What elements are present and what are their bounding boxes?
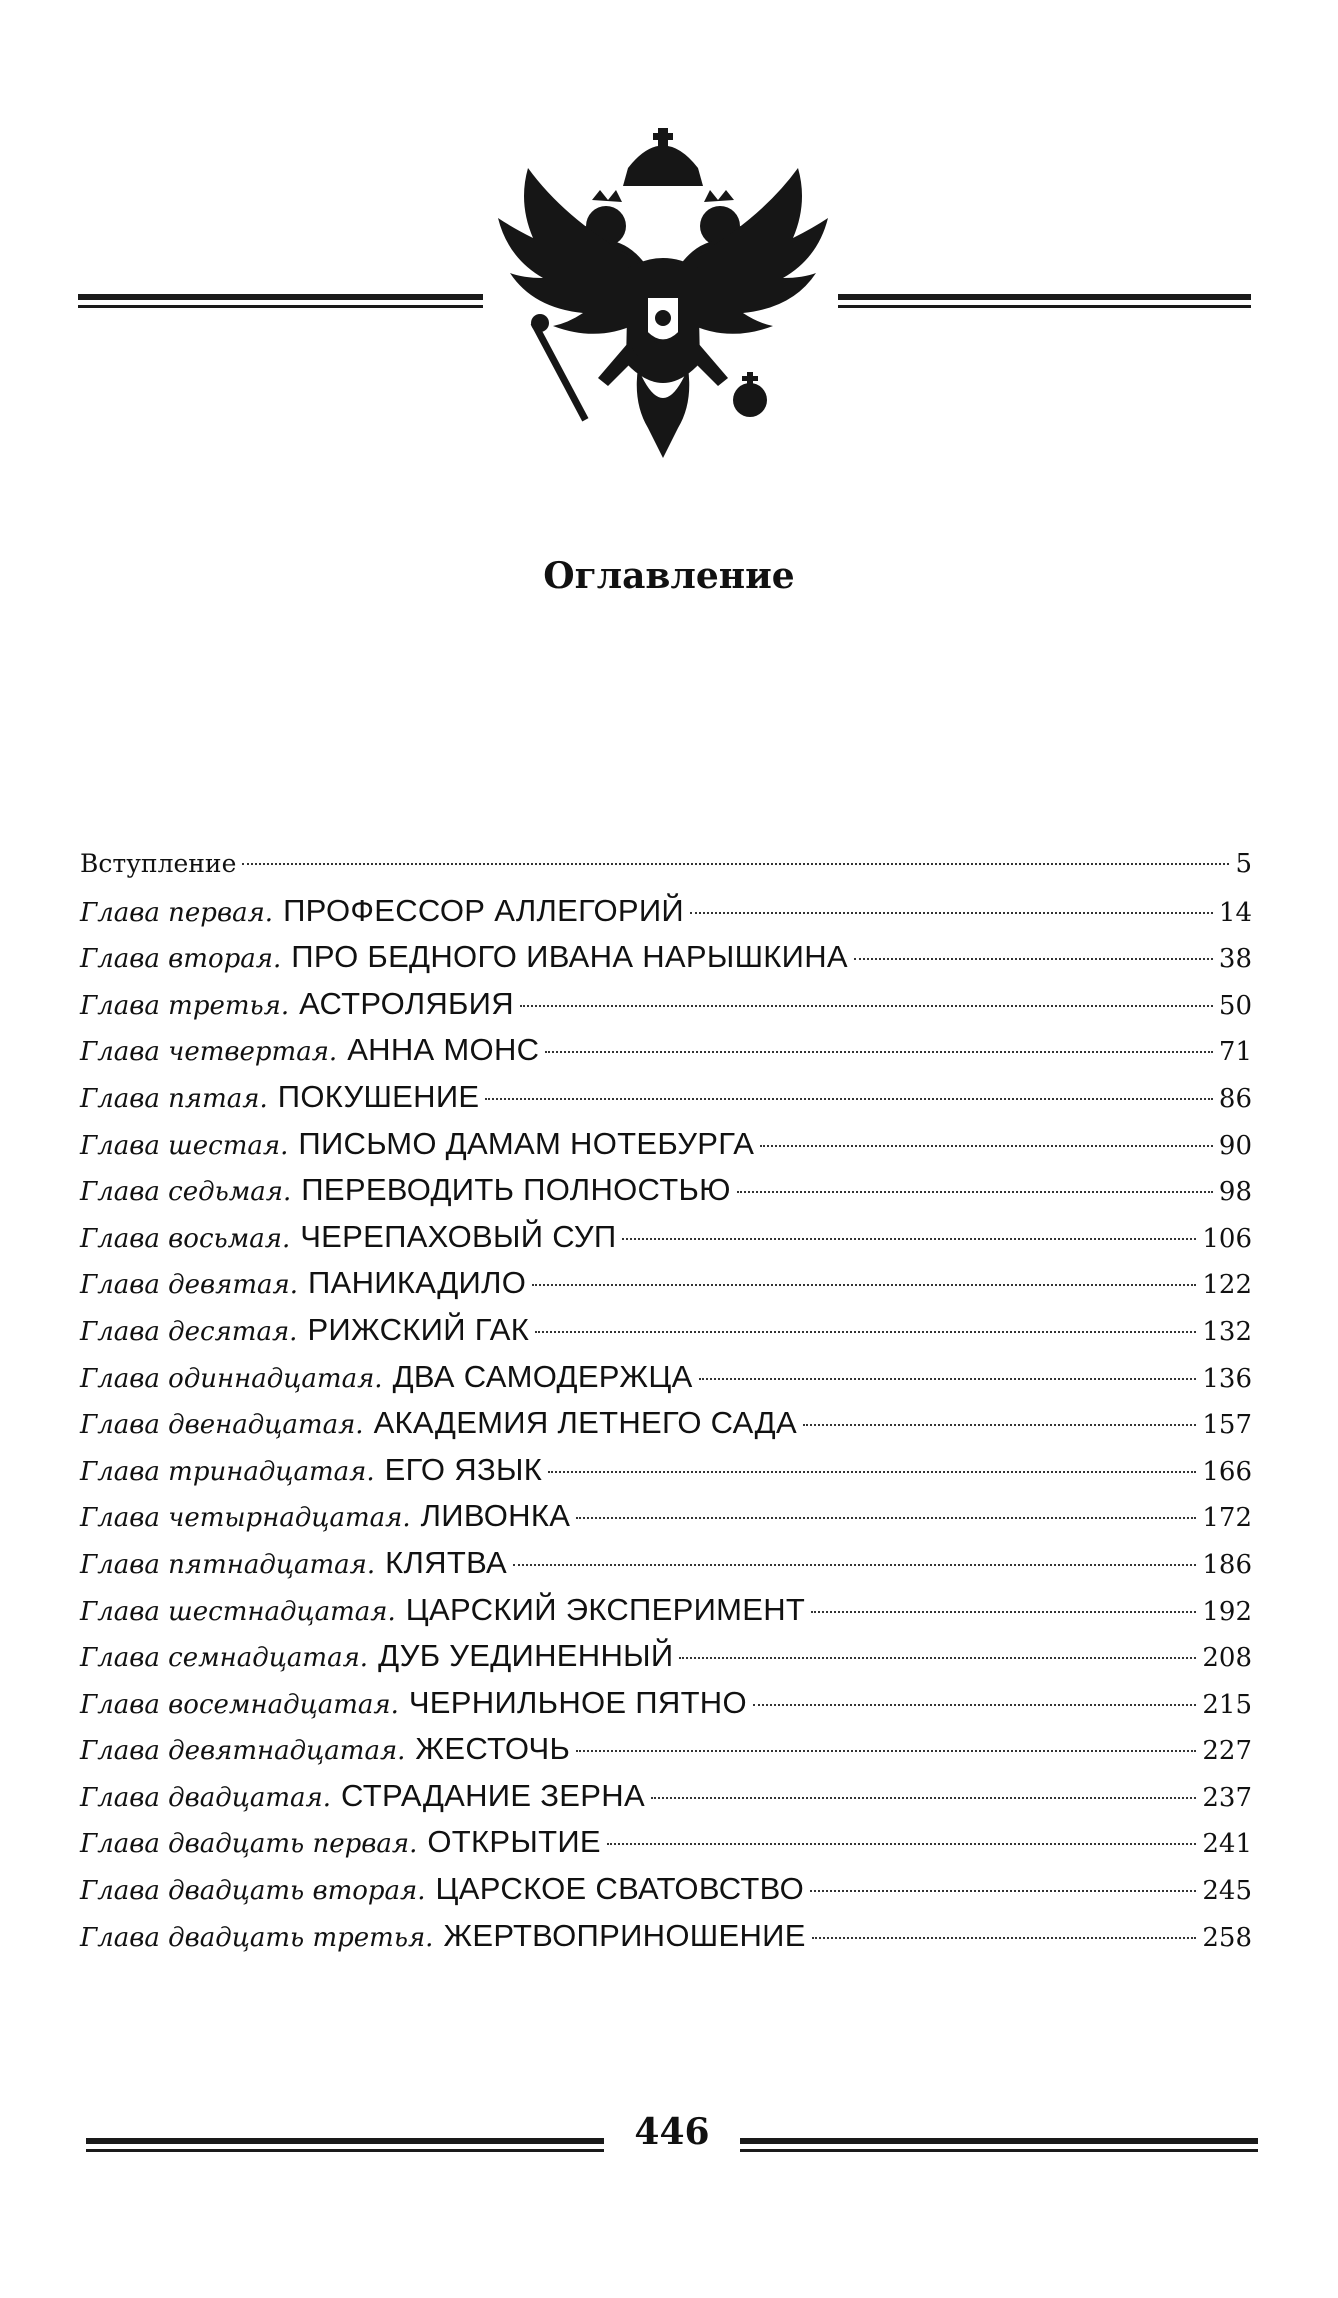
dot-leader: [545, 1051, 1213, 1053]
chapter-page-number: 136: [1202, 1363, 1252, 1394]
chapter-page-number: 86: [1218, 1083, 1252, 1114]
toc-entry: [80, 1587, 1252, 1634]
chapter-page-number: 14: [1218, 897, 1252, 928]
toc-entry: [80, 1027, 1252, 1074]
chapter-page-number: 132: [1202, 1316, 1252, 1347]
chapter-label: Глава двадцатая.: [80, 1782, 332, 1813]
dot-leader: [690, 912, 1213, 914]
chapter-label: Глава седьмая.: [80, 1177, 292, 1208]
chapter-page-number: 71: [1218, 1037, 1252, 1068]
chapter-title: ЕГО ЯЗЫК: [384, 1451, 543, 1487]
dot-leader: [699, 1378, 1197, 1380]
toc-entry: [80, 888, 1252, 935]
chapter-label: Глава двадцать третья.: [80, 1922, 434, 1953]
chapter-title: ЧЕРЕПАХОВЫЙ СУП: [300, 1218, 617, 1254]
chapter-title: ДВА САМОДЕРЖЦА: [392, 1358, 693, 1394]
dot-leader: [679, 1657, 1196, 1659]
dot-leader: [753, 1704, 1196, 1706]
chapter-title: ПОКУШЕНИЕ: [277, 1078, 480, 1114]
toc-entry: [80, 1866, 1252, 1913]
dot-leader: [520, 1005, 1213, 1007]
chapter-title: КЛЯТВА: [385, 1544, 508, 1580]
dot-leader: [485, 1098, 1213, 1100]
toc-entry: [80, 1819, 1252, 1866]
header-rule-left: [78, 294, 483, 308]
chapter-title: СТРАДАНИЕ ЗЕРНА: [341, 1777, 645, 1813]
chapter-title: ПИСЬМО ДАМАМ НОТЕБУРГА: [298, 1125, 755, 1161]
chapter-title: РИЖСКИЙ ГАК: [307, 1311, 530, 1347]
chapter-label: Глава третья.: [80, 990, 290, 1021]
chapter-page-number: 227: [1202, 1736, 1252, 1767]
dot-leader: [760, 1145, 1213, 1147]
chapter-page-number: 245: [1202, 1876, 1252, 1907]
chapter-title: ОТКРЫТИЕ: [427, 1824, 601, 1860]
chapter-label: Глава десятая.: [80, 1316, 298, 1347]
toc-entry: [80, 1493, 1252, 1540]
chapter-label: Глава вторая.: [80, 944, 282, 975]
toc-entry: [80, 1773, 1252, 1820]
chapter-title: АСТРОЛЯБИЯ: [299, 985, 514, 1021]
footer-rule-right: [740, 2138, 1258, 2152]
dot-leader: [651, 1797, 1196, 1799]
toc-entry: [80, 1354, 1252, 1401]
toc-entry: [80, 1167, 1252, 1214]
chapter-title: Вступление: [80, 849, 237, 878]
toc-entry: [80, 1307, 1252, 1354]
dot-leader: [812, 1937, 1197, 1939]
chapter-label: Глава девятая.: [80, 1270, 299, 1301]
toc-entry: [80, 1214, 1252, 1261]
chapter-title: ПЕРЕВОДИТЬ ПОЛНОСТЬЮ: [301, 1172, 731, 1208]
chapter-page-number: 122: [1202, 1270, 1252, 1301]
dot-leader: [576, 1750, 1196, 1752]
chapter-title: ЖЕСТОЧЬ: [415, 1731, 571, 1767]
dot-leader: [513, 1564, 1196, 1566]
chapter-page-number: 215: [1202, 1689, 1252, 1720]
chapter-label: Глава пятая.: [80, 1083, 268, 1114]
toc-entry: [80, 1633, 1252, 1680]
dot-leader: [854, 958, 1213, 960]
chapter-title: ПРОФЕССОР АЛЛЕГОРИЙ: [283, 892, 685, 928]
dot-leader: [737, 1191, 1213, 1193]
chapter-page-number: 241: [1202, 1829, 1252, 1860]
toc-entry: [80, 1260, 1252, 1307]
chapter-page-number: 38: [1218, 944, 1252, 975]
chapter-label: Глава девятнадцатая.: [80, 1736, 406, 1767]
chapter-title: ДУБ УЕДИНЕННЫЙ: [378, 1638, 674, 1674]
dot-leader: [548, 1471, 1196, 1473]
dot-leader: [622, 1238, 1196, 1240]
page-number: 446: [634, 2111, 710, 2153]
chapter-label: Глава четырнадцатая.: [80, 1503, 411, 1534]
toc-entry: [80, 1726, 1252, 1773]
dot-leader: [607, 1843, 1196, 1845]
chapter-title: ЦАРСКИЙ ЭКСПЕРИМЕНТ: [405, 1591, 806, 1627]
dot-leader: [576, 1517, 1196, 1519]
toc-entry: [80, 1074, 1252, 1121]
table-of-contents: [80, 841, 1252, 1959]
chapter-title: ЖЕРТВОПРИНОШЕНИЕ: [443, 1917, 806, 1953]
chapter-page-number: 98: [1218, 1177, 1252, 1208]
chapter-label: Глава пятнадцатая.: [80, 1549, 376, 1580]
chapter-page-number: 157: [1202, 1410, 1252, 1441]
chapter-label: Глава первая.: [80, 897, 274, 928]
dot-leader: [803, 1424, 1196, 1426]
chapter-title: ПРО БЕДНОГО ИВАНА НАРЫШКИНА: [291, 939, 848, 975]
toc-entry: [80, 981, 1252, 1028]
chapter-title: ПАНИКАДИЛО: [308, 1265, 527, 1301]
chapter-page-number: 192: [1202, 1596, 1252, 1627]
toc-entry: [80, 1680, 1252, 1727]
toc-entry: [80, 841, 1252, 888]
chapter-page-number: 172: [1202, 1503, 1252, 1534]
toc-entry: [80, 1540, 1252, 1587]
toc-entry: [80, 934, 1252, 981]
chapter-page-number: 5: [1235, 849, 1252, 879]
dot-leader: [810, 1890, 1196, 1892]
footer-rule-left: [86, 2138, 604, 2152]
page-title: Оглавление: [543, 555, 795, 597]
chapter-page-number: 186: [1202, 1549, 1252, 1580]
chapter-label: Глава семнадцатая.: [80, 1643, 369, 1674]
toc-entry: [80, 1447, 1252, 1494]
dot-leader: [811, 1611, 1196, 1613]
chapter-label: Глава восьмая.: [80, 1223, 291, 1254]
double-headed-eagle-icon: [488, 128, 838, 464]
chapter-label: Глава шестая.: [80, 1130, 289, 1161]
toc-entry: [80, 1400, 1252, 1447]
chapter-title: ЦАРСКОЕ СВАТОВСТВО: [435, 1871, 805, 1907]
toc-entry: [80, 1121, 1252, 1168]
chapter-label: Глава двадцать вторая.: [80, 1876, 426, 1907]
chapter-page-number: 166: [1202, 1456, 1252, 1487]
chapter-label: Глава восемнадцатая.: [80, 1689, 399, 1720]
chapter-title: АКАДЕМИЯ ЛЕТНЕГО САДА: [373, 1405, 797, 1441]
chapter-title: ЧЕРНИЛЬНОЕ ПЯТНО: [408, 1684, 747, 1720]
chapter-page-number: 237: [1202, 1782, 1252, 1813]
chapter-page-number: 90: [1218, 1130, 1252, 1161]
chapter-label: Глава двенадцатая.: [80, 1410, 364, 1441]
chapter-page-number: 106: [1202, 1223, 1252, 1254]
header-rule-right: [838, 294, 1251, 308]
chapter-label: Глава четвертая.: [80, 1037, 338, 1068]
chapter-label: Глава двадцать первая.: [80, 1829, 418, 1860]
toc-entry: [80, 1913, 1252, 1960]
chapter-page-number: 258: [1202, 1922, 1252, 1953]
chapter-label: Глава тринадцатая.: [80, 1456, 375, 1487]
chapter-title: АННА МОНС: [347, 1032, 540, 1068]
chapter-label: Глава одиннадцатая.: [80, 1363, 383, 1394]
dot-leader: [242, 863, 1229, 865]
dot-leader: [535, 1331, 1196, 1333]
chapter-page-number: 50: [1218, 990, 1252, 1021]
chapter-label: Глава шестнадцатая.: [80, 1596, 396, 1627]
chapter-title: ЛИВОНКА: [420, 1498, 571, 1534]
chapter-page-number: 208: [1202, 1643, 1252, 1674]
dot-leader: [532, 1284, 1196, 1286]
